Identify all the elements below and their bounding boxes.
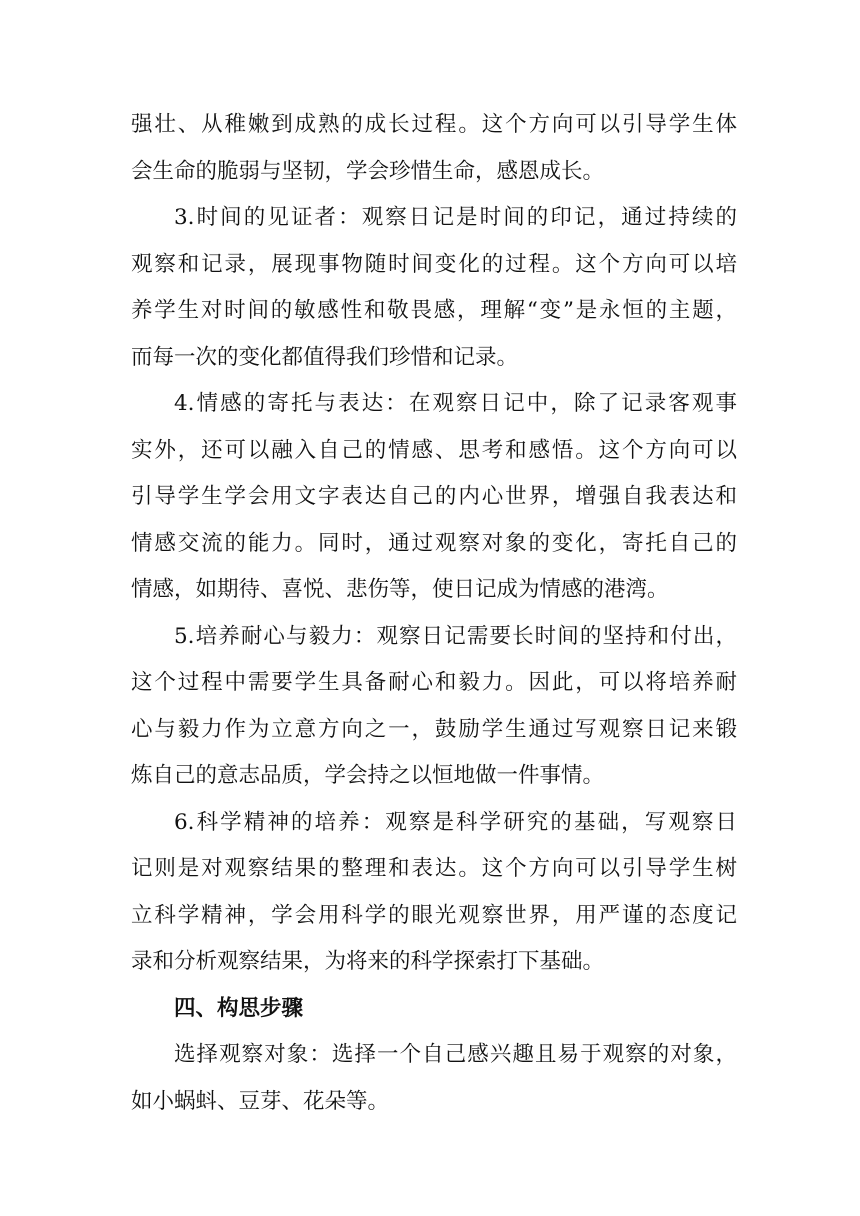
paragraph-line: 如小蜗蚪、豆芽、花朵等。 bbox=[131, 1088, 390, 1114]
paragraph-line: 强壮、从稚嫩到成熟的成长过程。这个方向可以引导学生体 bbox=[131, 112, 737, 137]
paragraph-line: 而每一次的变化都值得我们珍惜和记录。 bbox=[131, 344, 519, 370]
paragraph-line: 实外，还可以融入自己的情感、思考和感悟。这个方向可以 bbox=[131, 437, 737, 463]
section-heading: 四、构思步骤 bbox=[174, 995, 304, 1021]
paragraph-line: 情感，如期待、喜悦、悲伤等，使日记成为情感的港湾。 bbox=[131, 577, 669, 602]
paragraph-line: 观察和记录，展现事物随时间变化的过程。这个方向可以培 bbox=[131, 251, 737, 277]
paragraph-line: 养学生对时间的敏感性和敬畏感，理解“变”是永恒的主题， bbox=[131, 298, 737, 323]
paragraph-line: 记则是对观察结果的整理和表达。这个方向可以引导学生树 bbox=[131, 856, 737, 881]
paragraph-line: 炼自己的意志品质，学会持之以恒地做一件事情。 bbox=[131, 763, 605, 788]
paragraph-line: 5.培养耐心与毅力：观察日记需要长时间的坚持和付出， bbox=[174, 623, 737, 649]
paragraph-line: 选择观察对象：选择一个自己感兴趣且易于观察的对象， bbox=[174, 1042, 737, 1067]
paragraph-line: 录和分析观察结果，为将来的科学探索打下基础。 bbox=[131, 949, 605, 974]
paragraph-line: 6.科学精神的培养：观察是科学研究的基础，写观察日 bbox=[174, 809, 737, 835]
document-body bbox=[131, 102, 737, 1125]
paragraph-line: 心与毅力作为立意方向之一，鼓励学生通过写观察日记来锻 bbox=[131, 716, 737, 742]
paragraph-line: 情感交流的能力。同时，通过观察对象的变化，寄托自己的 bbox=[131, 530, 737, 556]
paragraph-line: 立科学精神，学会用科学的眼光观察世界，用严谨的态度记 bbox=[131, 902, 737, 928]
paragraph-line: 会生命的脆弱与坚韧，学会珍惜生命，感恩成长。 bbox=[131, 158, 605, 184]
paragraph-line: 3.时间的见证者：观察日记是时间的印记，通过持续的 bbox=[174, 205, 737, 230]
paragraph-line: 4.情感的寄托与表达：在观察日记中，除了记录客观事 bbox=[174, 391, 737, 416]
paragraph-line: 引导学生学会用文字表达自己的内心世界，增强自我表达和 bbox=[131, 484, 737, 509]
paragraph-line: 这个过程中需要学生具备耐心和毅力。因此，可以将培养耐 bbox=[131, 670, 737, 695]
